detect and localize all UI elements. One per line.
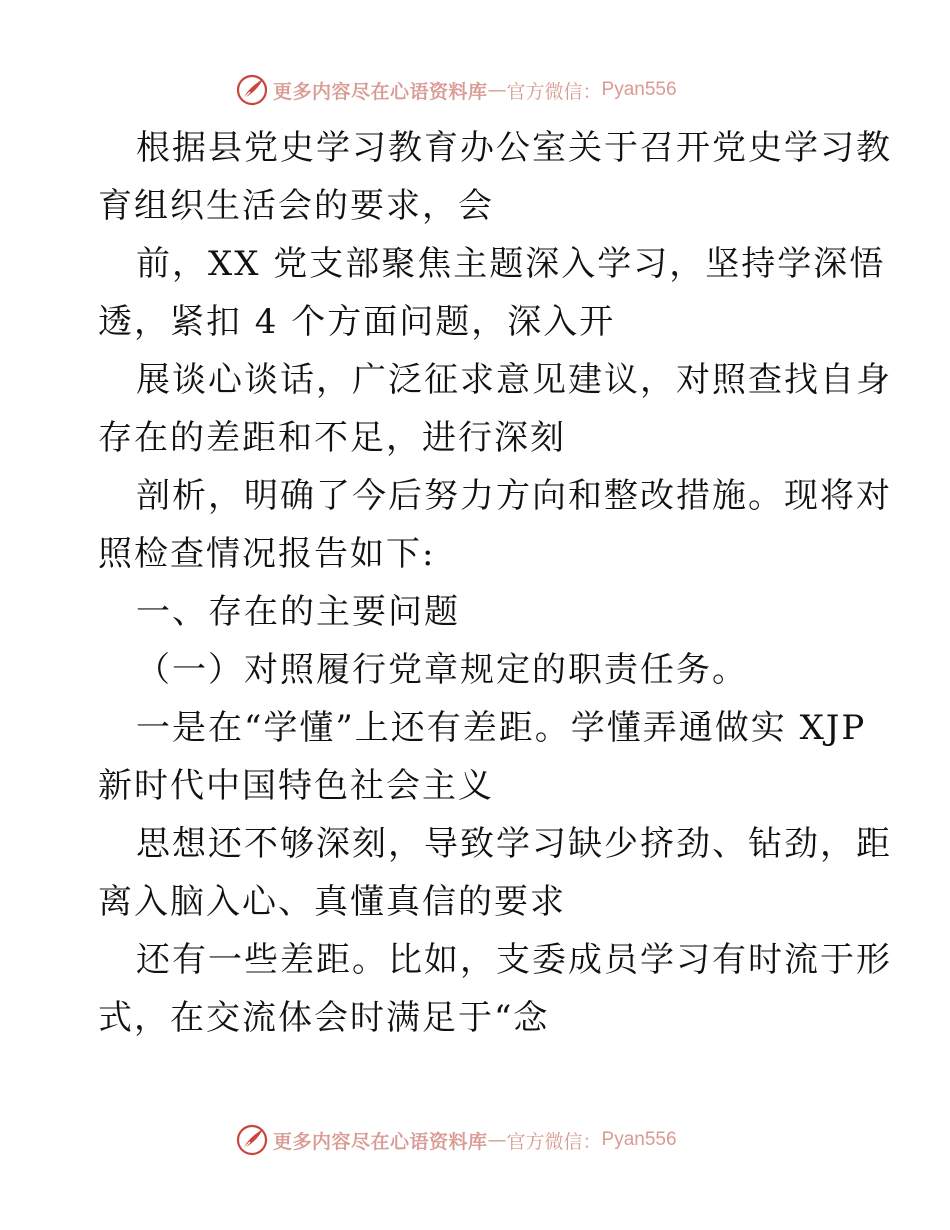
header-watermark	[235, 72, 677, 108]
paragraph-line: 照检查情况报告如下:	[98, 534, 436, 574]
watermark-brand-text: 更多内容尽在心语资料库	[273, 1130, 488, 1153]
paragraph-line: 离入脑入心、真懂真信的要求	[98, 882, 566, 922]
paragraph-line: 剖析，明确了今后努力方向和整改措施。现将对	[136, 476, 892, 516]
paragraph-line: 存在的差距和不足，进行深刻	[98, 418, 566, 458]
watermark-dash: —	[487, 79, 507, 101]
watermark-account-id: Pyan556	[601, 1129, 677, 1150]
subsection-heading: （一）对照履行党章规定的职责任务。	[136, 650, 748, 690]
paragraph-line: 展谈心谈话，广泛征求意见建议，对照查找自身	[136, 360, 892, 400]
paragraph-line: 思想还不够深刻，导致学习缺少挤劲、钻劲，距	[136, 824, 892, 864]
watermark-official-label: 官方微信：	[506, 80, 602, 103]
paragraph-line: 透，紧扣 4 个方面问题，深入开	[98, 302, 616, 342]
paragraph-line: 育组织生活会的要求，会	[98, 186, 494, 226]
watermark-account-id: Pyan556	[601, 79, 677, 100]
watermark-dash: —	[487, 1129, 507, 1151]
quill-logo-icon	[235, 1123, 269, 1157]
paragraph-line: 前，XX 党支部聚焦主题深入学习，坚持学深悟	[136, 244, 886, 284]
paragraph-line: 新时代中国特色社会主义	[98, 766, 494, 806]
paragraph-line: 一是在“学懂”上还有差距。学懂弄通做实 XJP	[136, 708, 867, 748]
watermark-official-label: 官方微信：	[506, 1130, 602, 1153]
paragraph-line: 式，在交流体会时满足于“念	[98, 998, 550, 1038]
quill-logo-icon	[235, 73, 269, 107]
section-heading: 一、存在的主要问题	[136, 592, 460, 632]
paragraph-line: 还有一些差距。比如，支委成员学习有时流于形	[136, 940, 892, 980]
watermark-brand-text: 更多内容尽在心语资料库	[273, 80, 488, 103]
footer-watermark	[235, 1122, 677, 1158]
paragraph-line: 根据县党史学习教育办公室关于召开党史学习教	[136, 128, 892, 168]
